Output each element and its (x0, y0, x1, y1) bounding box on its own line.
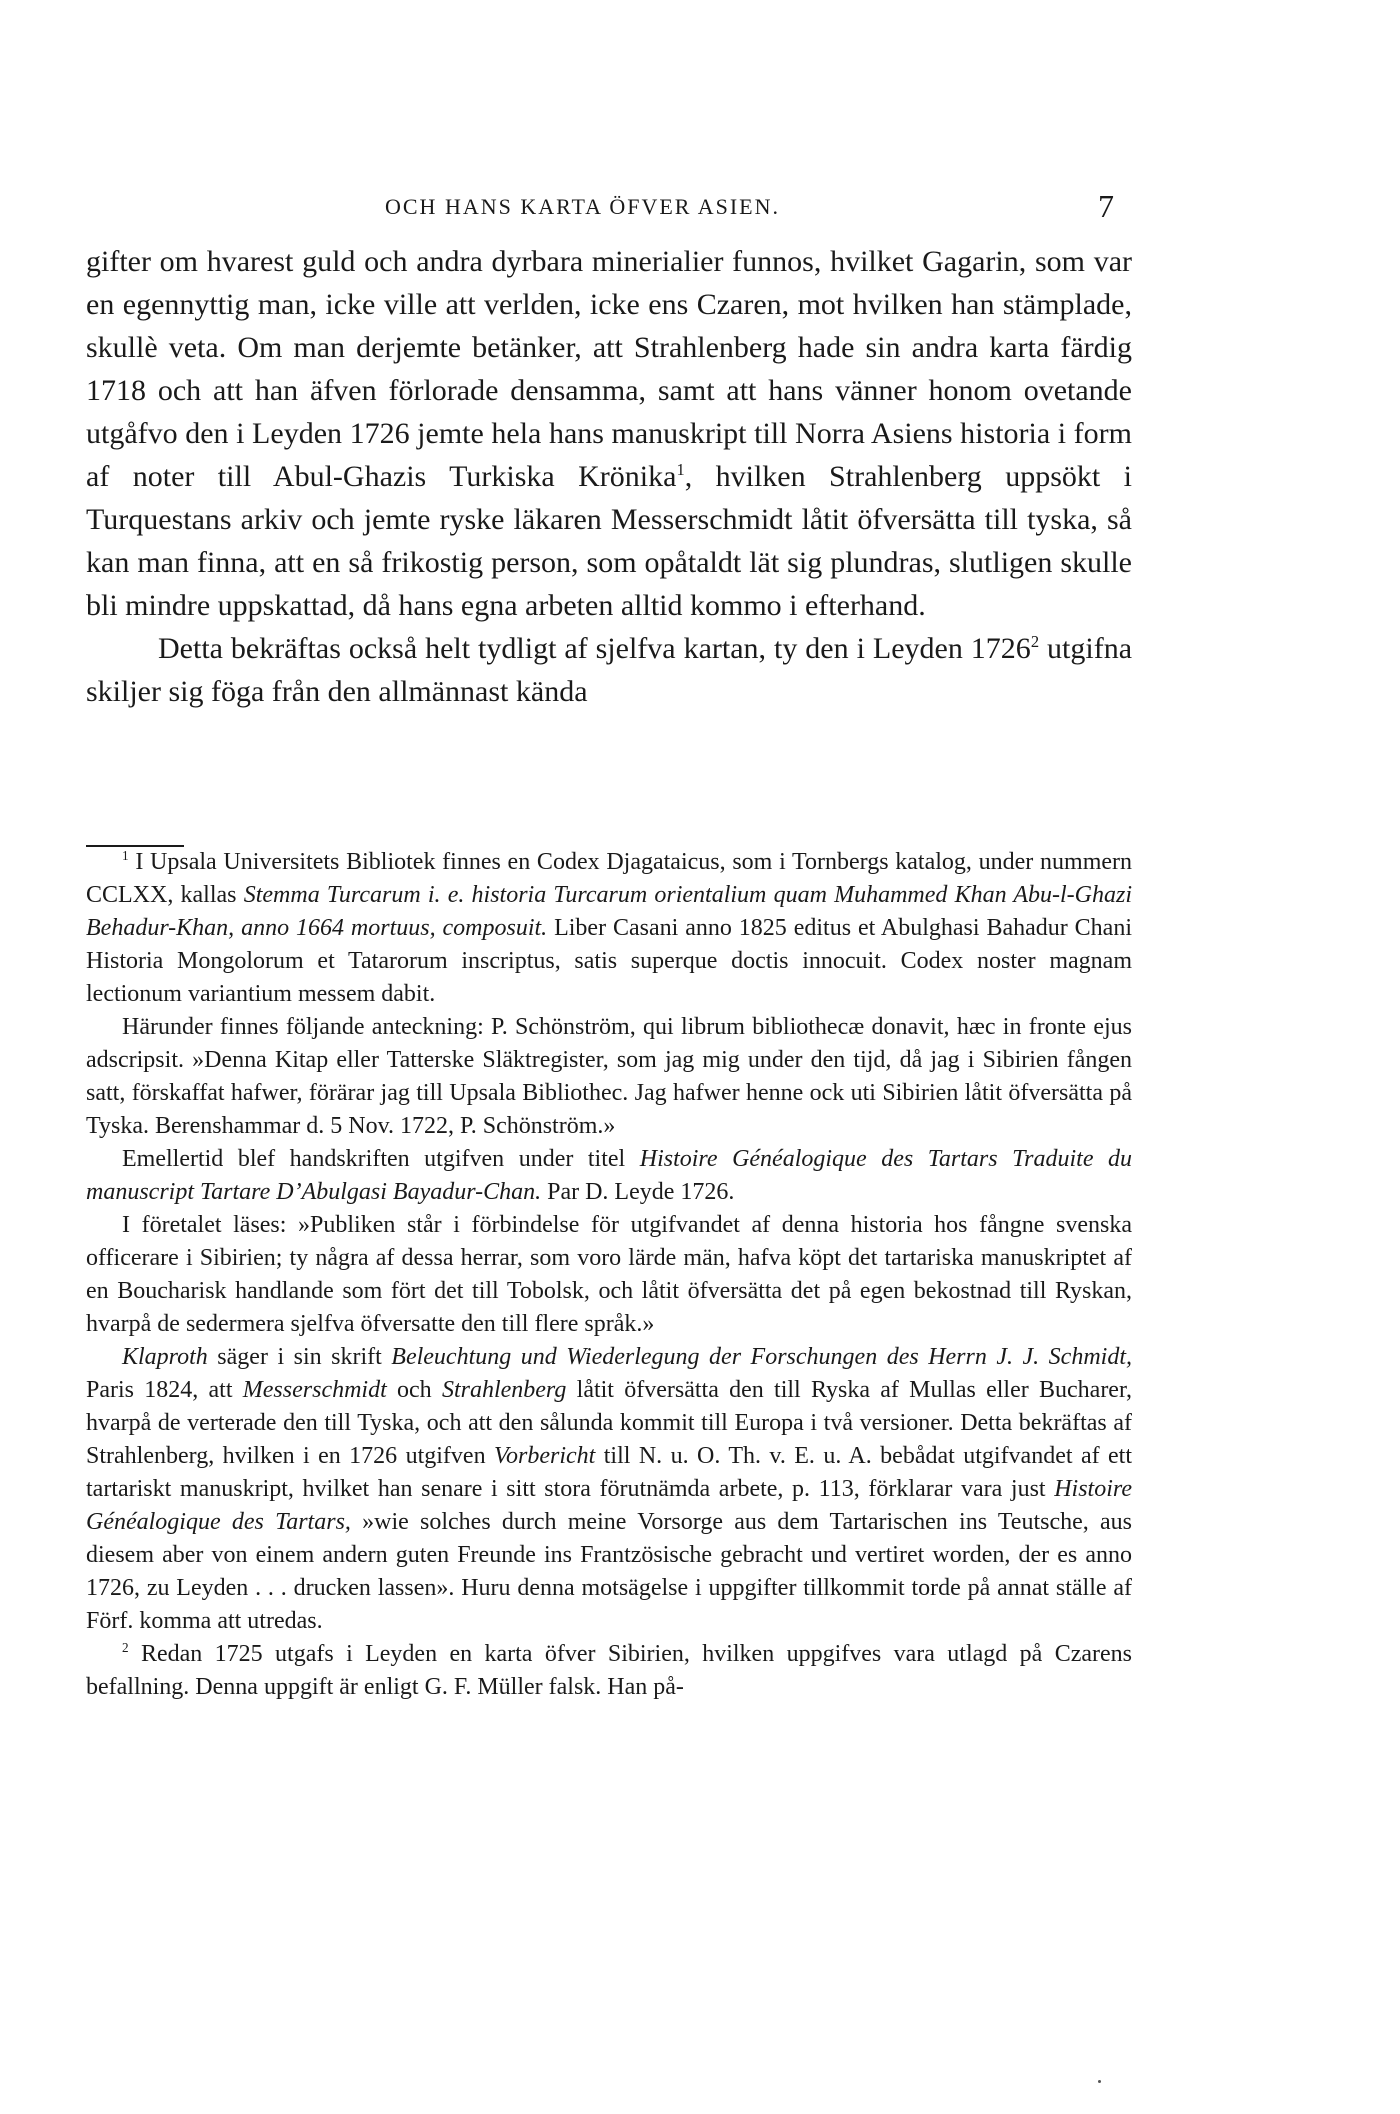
body-paragraph-2 (86, 627, 1132, 713)
footnotes (86, 846, 1132, 1704)
page-header (0, 188, 1400, 228)
footnote-1-paragraph-5 (86, 1341, 1132, 1638)
footnote-text: Paris 1824, att (86, 1377, 243, 1403)
footnote-text: och (386, 1377, 442, 1403)
footnote-text: Par D. Leyde 1726. (541, 1179, 735, 1205)
footnote-italic: Stemma Turcarum i. e. historia Turcarum orientalium quam Muhammed Khan Abu-l-Ghazi Behadur-Khan, anno 1664 mortuus, composuit. (86, 882, 1132, 941)
footnote-1-paragraph-3 (86, 1143, 1132, 1209)
footnote-text: Redan 1725 utgafs i Leyden en karta öfver Sibirien, hvilken uppgifves vara utlagd på Czarens befallning. Denna uppgift är enligt G. F. Müller falsk. Han på- (86, 1641, 1132, 1700)
footnote-text: Emellertid blef handskriften utgifven under titel (122, 1146, 640, 1172)
footnote-ref-1: 1 (676, 460, 685, 479)
footnote-2 (86, 1638, 1132, 1704)
body-paragraph-1 (86, 240, 1132, 627)
footnote-ref-2: 2 (1030, 632, 1040, 651)
main-text (86, 240, 1132, 713)
scan-speck (1098, 2080, 1101, 2083)
footnote-italic: Messerschmidt (242, 1377, 387, 1403)
footnote-text: Liber Casani anno 1825 editus et Abulghasi Bahadur Chani Historia Mongolorum et Tatarorum inscriptus, satis superque doctis innocuit. Codex noster magnam lectionum variantium messem dabit. (86, 915, 1133, 1007)
footnote-text: säger i sin skrift (207, 1344, 392, 1370)
body-text-span: gifter om hvarest guld och andra dyrbara minerialier funnos, hvilket Gagarin, som var en egennyttig man, icke ville att verlden, icke ens Czaren, mot hvilken han stämplade, skullè veta. Om man derjemte betänker, att Strahlenberg hade sin andra karta färdig 1718 och att han äfven förlorade densamma, samt att hans vänner honom ovetande utgåfvo den i Leyden 1726 jemte hela hans manuskript till Norra Asiens historia i form af noter till Abul-Ghazis Turkiska Krönika (86, 245, 1132, 493)
footnote-text: I Upsala Universitets Bibliotek finnes en Codex Djagataicus, som i Tornbergs katalog, under nummern CCLXX, kallas (86, 849, 1132, 908)
footnote-italic: Beleuchtung und Wiederlegung der Forschungen des Herrn J. J. Schmidt, (391, 1344, 1132, 1370)
body-text-span: utgifna skiljer sig föga från den allmännast kända (86, 632, 1133, 708)
footnote-italic: Strahlenberg (441, 1377, 567, 1403)
footnote-text: »wie solches durch meine Vorsorge aus dem Tartarischen ins Teutsche, aus diesem aber von einem andern guten Freunde ins Frantzösische gebracht und vertiret worden, der es anno 1726, zu Leyden . . . drucken lassen». Huru denna motsägelse i uppgifter tillkommit torde på annat ställe af Förf. komma att utredas. (86, 1509, 1132, 1634)
footnote-italic: Vorbericht (494, 1443, 596, 1469)
footnote-italic: Histoire Généalogique des Tartars Traduite du manuscript Tartare D’Abulgasi Bayadur-Chan. (86, 1146, 1133, 1205)
page-number: 7 (1098, 188, 1114, 224)
running-title: OCH HANS KARTA ÖFVER ASIEN. (385, 194, 781, 219)
footnote-text: till N. u. O. Th. v. E. u. A. bebådat utgifvandet af ett tartariskt manuskript, hvilket han senare i sitt stora förutnämda arbete, p. 113, förklarar vara just (86, 1443, 1133, 1502)
footnote-text: låtit öfversätta den till Ryska af Mullas eller Bucharer, hvarpå de verterade den till Tyska, och att den sålunda kommit till Europa i två versioner. Detta bekräftas af Strahlenberg, hvilken i en 1726 utgifven (86, 1377, 1132, 1469)
footnote-mark-1: 1 (122, 848, 129, 863)
footnote-mark-2: 2 (122, 1640, 129, 1655)
footnote-italic: Histoire Généalogique des Tartars, (86, 1476, 1132, 1535)
footnote-1-paragraph-2: Härunder finnes följande anteckning: P. Schönström, qui librum bibliothecæ donavit, hæc in fronte ejus adscripsit. »Denna Kitap eller Tatterske Släktregister, som jag mig under den tijd, då jag i Sibirien fången satt, förskaffat hafwer, förärar jag till Upsala Bibliothec. Jag hafwer henne ock uti Sibirien låtit öfversätta på Tyska. Berenshammar d. 5 Nov. 1722, P. Schönström.» (86, 1014, 1132, 1139)
footnote-1 (86, 846, 1132, 1011)
footnote-1-paragraph-4: I företalet läses: »Publiken står i förbindelse för utgifvandet af denna historia hos fångne svenska officerare i Sibirien; ty några af dessa herrar, som voro lärde män, hafva köpt det tartariska manuskriptet af en Boucharisk handlande som fört det till Tobolsk, och låtit öfversätta det på egen bekostnad till Ryskan, hvarpå de sedermera sjelfva öfversatte den till flere språk.» (86, 1212, 1132, 1337)
footnote-italic: Klaproth (122, 1344, 208, 1370)
body-text-span: Detta bekräftas också helt tydligt af sjelfva kartan, ty den i Leyden 1726 (158, 632, 1031, 665)
body-text-span: , hvilken Strahlenberg uppsökt i Turquestans arkiv och jemte ryske läkaren Messerschmidt låtit öfversätta till tyska, så kan man finna, att en så frikostig person, som opåtaldt lät sig plundras, slutligen skulle bli mindre uppskattad, då hans egna arbeten alltid kommo i efterhand. (86, 460, 1133, 622)
